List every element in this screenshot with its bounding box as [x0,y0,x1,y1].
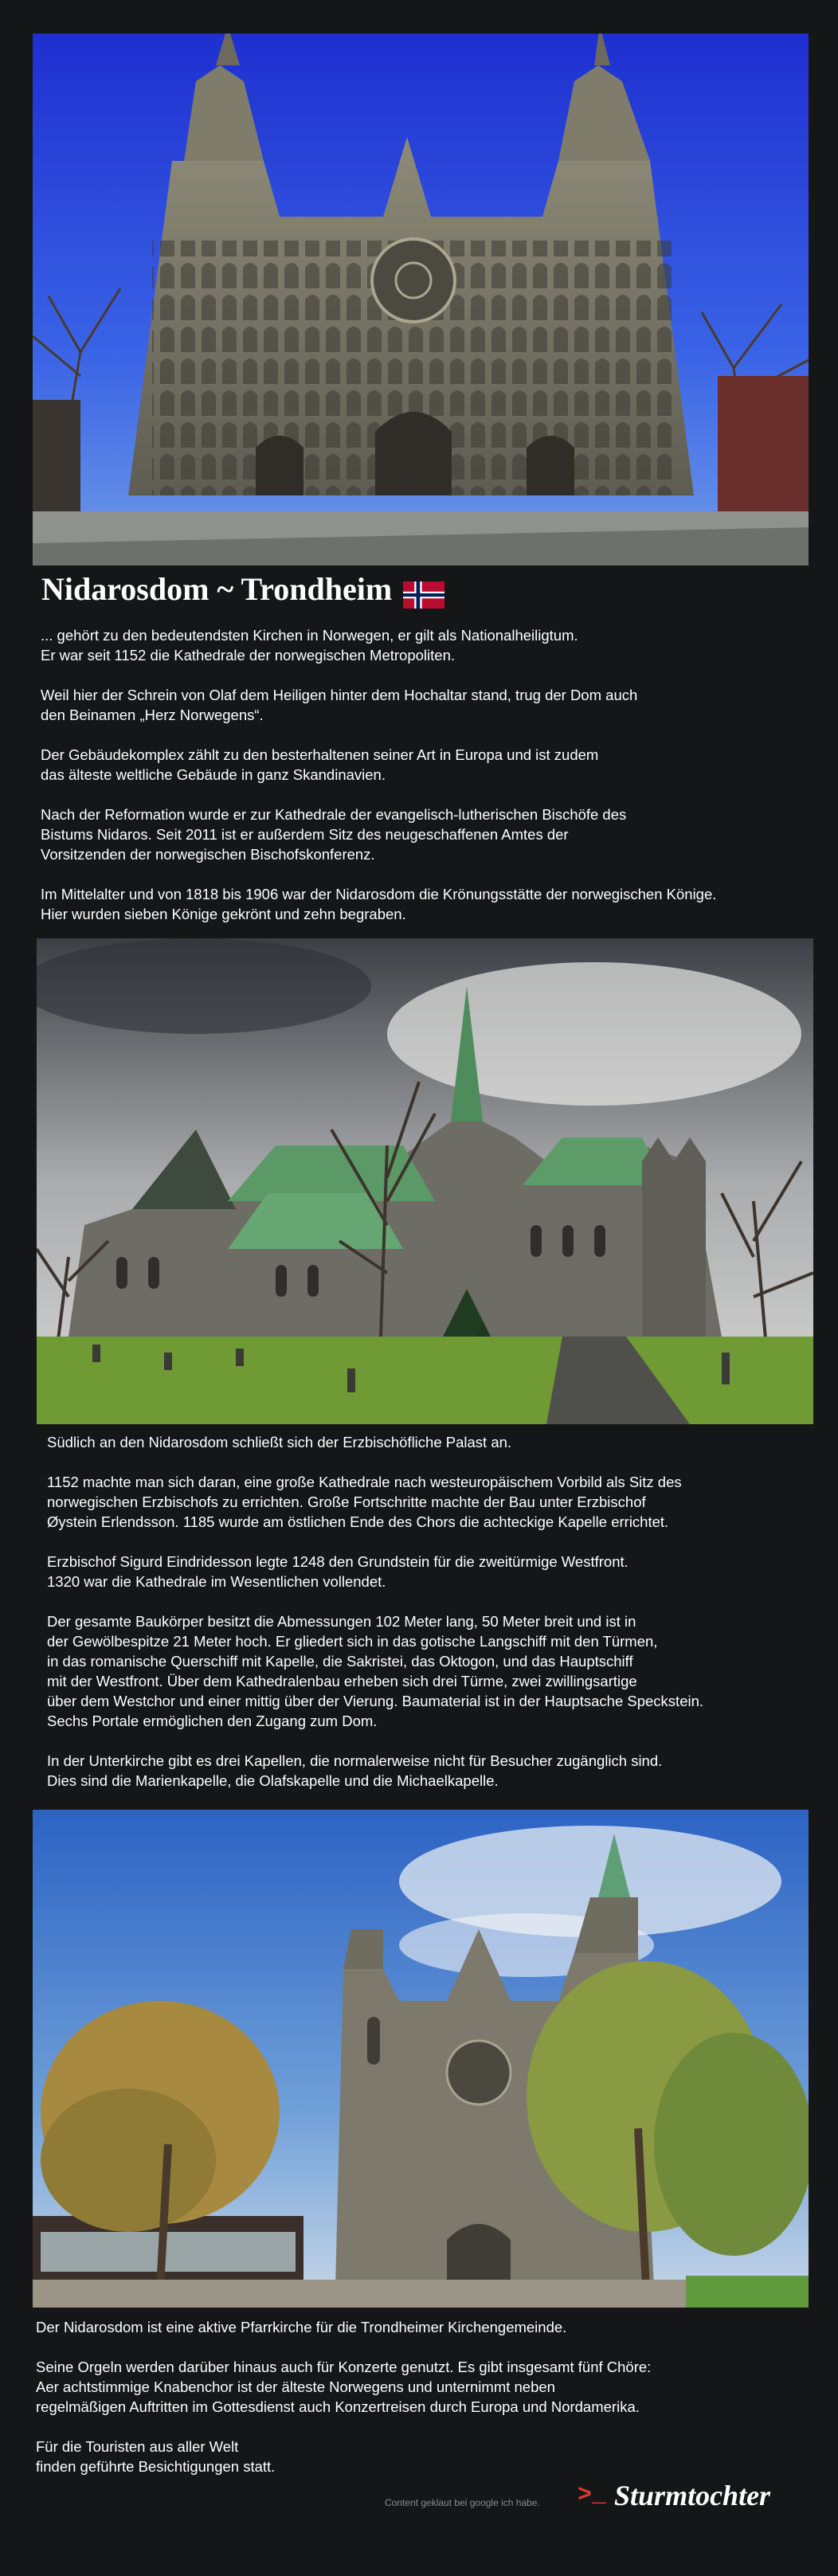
text-line: Vorsitzenden der norwegischen Bischofskonferenz. [41,846,375,863]
text-line: den Beinamen „Herz Norwegens“. [41,707,264,723]
text-line: Er war seit 1152 die Kathedrale der norwegischen Metropoliten. [41,647,456,664]
norway-flag-icon [403,576,444,603]
paragraph [41,805,805,864]
intro-text [41,625,805,924]
paragraph [47,1472,804,1532]
cathedral-west-front-photo [33,33,809,566]
text-line: Im Mittelalter und von 1818 bis 1906 war der Nidarosdom die Krönungsstätte der norwegischen Könige. [41,886,717,902]
paragraph [41,884,805,924]
text-line: Seine Orgeln werden darüber hinaus auch für Konzerte genutzt. Es gibt insgesamt fünf Chöre: [36,2359,652,2375]
history-text [47,1432,804,1791]
paragraph [47,1552,804,1591]
text-line: Weil hier der Schrein von Olaf dem Heiligen hinter dem Hochaltar stand, trug der Dom auch [41,687,638,703]
text-line: über dem Westchor und einer mittig über der Vierung. Baumaterial ist in der Hauptsache Speckstein. [47,1693,704,1709]
text-line: Der Nidarosdom ist eine aktive Pfarrkirche für die Trondheimer Kirchengemeinde. [36,2319,567,2335]
text-line: In der Unterkirche gibt es drei Kapellen, die normalerweise nicht für Besucher zugänglich sind. [47,1752,663,1769]
text-line: 1320 war die Kathedrale im Wesentlichen vollendet. [47,1573,386,1590]
text-line: norwegischen Erzbischofs zu errichten. Große Fortschritte machte der Bau unter Erzbischof [47,1494,646,1510]
text-line: Dies sind die Marienkapelle, die Olafskapelle und die Michaelkapelle. [47,1772,499,1789]
cathedral-south-view-photo [37,938,813,1424]
text-line: in das romanische Querschiff mit Kapelle, die Sakristei, das Oktogon, und das Hauptschiff [47,1653,633,1670]
paragraph [36,2317,801,2337]
text-line: Bistums Nidaros. Seit 2011 ist er außerdem Sitz des neugeschaffenen Amtes der [41,826,569,843]
text-line: Für die Touristen aus aller Welt [36,2438,239,2455]
paragraph [47,1432,804,1452]
logo-name: Sturmtochter [614,2480,771,2511]
paragraph [41,745,805,785]
text-line: 1152 machte man sich daran, eine große Kathedrale nach westeuropäischem Vorbild als Sitz des [47,1474,682,1490]
text-line: Der gesamte Baukörper besitzt die Abmessungen 102 Meter lang, 50 Meter breit und ist in [47,1613,636,1630]
text-line: Aer achtstimmige Knabenchor ist der älteste Norwegens und unternimmt neben [36,2378,555,2395]
text-line: regelmäßigen Auftritten im Gottesdienst auch Konzertreisen durch Europa und Nordamerika. [36,2398,640,2415]
text-line: Erzbischof Sigurd Eindridesson legte 1248 den Grundstein für die zweitürmige Westfront. [47,1553,628,1570]
text-line: ... gehört zu den bedeutendsten Kirchen in Norwegen, er gilt als Nationalheiligtum. [41,627,578,644]
cathedral-autumn-photo [33,1810,809,2308]
text-line: finden geführte Besichtigungen statt. [36,2458,276,2475]
paragraph [41,685,805,725]
paragraph [47,1611,804,1731]
text-line: Nach der Reformation wurde er zur Kathedrale der evangelisch-lutherischen Bischöfe des [41,806,627,823]
text-line: Südlich an den Nidarosdom schließt sich der Erzbischöfliche Palast an. [47,1434,512,1450]
text-line: Der Gebäudekomplex zählt zu den besterhaltenen seiner Art in Europa und ist zudem [41,746,599,763]
sturmtochter-logo [578,2480,770,2511]
text-line: der Gewölbespitze 21 Meter hoch. Er gliedert sich in das gotische Langschiff mit den Türmen, [47,1633,658,1650]
content-credit: Content geklaut bei google ich habe. [385,2497,540,2508]
text-line: Øystein Erlendsson. 1185 wurde am östlichen Ende des Chors die achteckige Kapelle errichtet. [47,1513,669,1530]
page-title [41,567,444,612]
paragraph [41,625,805,665]
paragraph [36,2357,801,2417]
paragraph [36,2437,801,2476]
text-line: Sechs Portale ermöglichen den Zugang zum Dom. [47,1713,378,1729]
title-text: Nidarosdom ~ Trondheim [41,571,393,607]
parish-text [36,2317,801,2476]
text-line: mit der Westfront. Über dem Kathedralenbau erheben sich drei Türme, zwei zwillingsartige [47,1673,637,1689]
text-line: das älteste weltliche Gebäude in ganz Skandinavien. [41,766,386,783]
text-line: Hier wurden sieben Könige gekrönt und zehn begraben. [41,906,406,922]
terminal-prompt-icon: >_ [578,2482,607,2509]
paragraph [47,1751,804,1791]
